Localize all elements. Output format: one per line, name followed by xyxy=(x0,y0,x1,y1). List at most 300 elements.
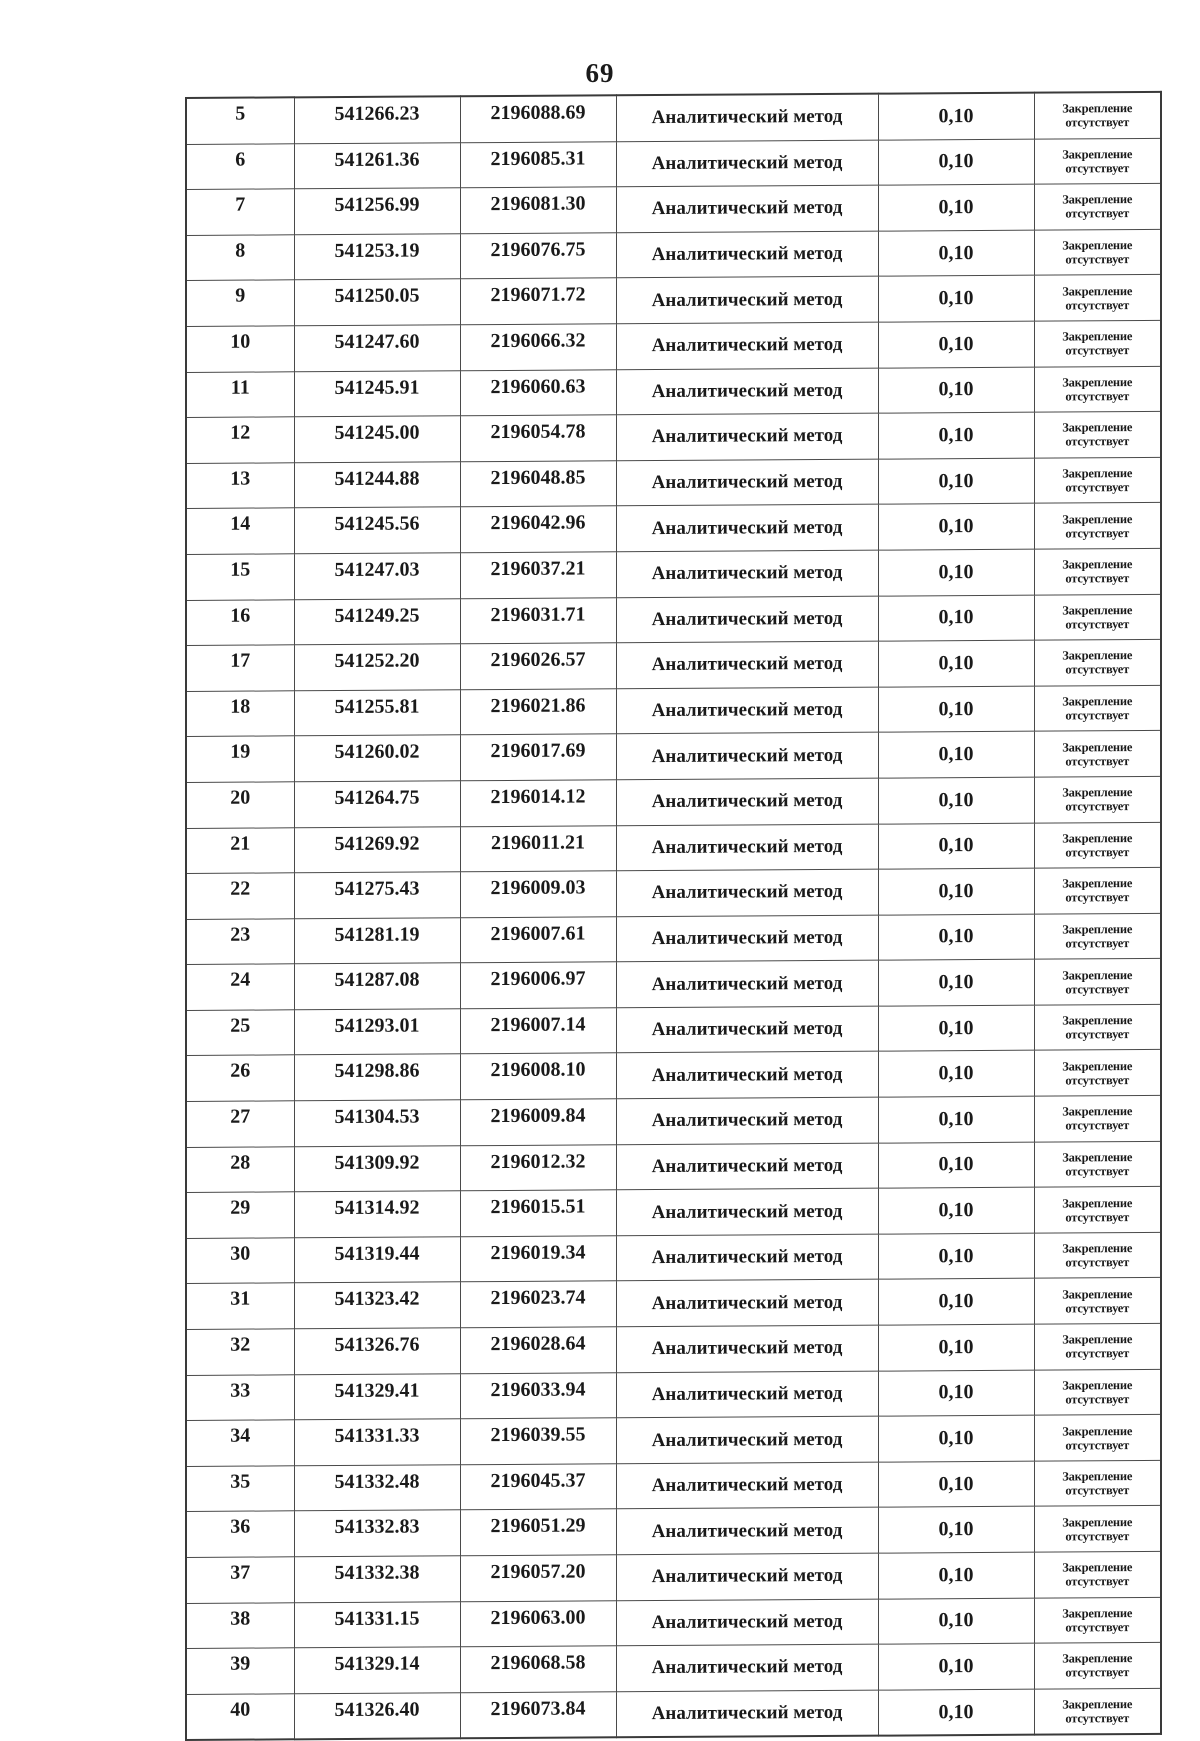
x-coordinate-cell: 541253.19 xyxy=(294,234,460,281)
point-number-cell: 21 xyxy=(186,827,294,873)
table-row xyxy=(186,1597,1161,1649)
fixation-line-2: отсутствует xyxy=(1065,753,1130,769)
table-row xyxy=(186,229,1161,281)
y-coordinate-cell: 2196088.69 xyxy=(460,95,616,142)
method-cell: Аналитический метод xyxy=(616,1006,878,1053)
x-coordinate-cell: 541323.42 xyxy=(294,1282,460,1329)
fixation-line-2: отсутствует xyxy=(1065,799,1130,814)
fixation-line-1: Закрепление xyxy=(1062,420,1133,435)
fixation-line-1: Закрепление xyxy=(1062,1697,1133,1712)
table-row xyxy=(186,1141,1161,1193)
method-cell: Аналитический метод xyxy=(616,915,878,962)
accuracy-cell: 0,10 xyxy=(878,1279,1034,1326)
y-coordinate-cell: 2196031.71 xyxy=(460,597,616,644)
fixation-line-2: отсутствует xyxy=(1065,434,1130,449)
fixation-line-2: отсутствует xyxy=(1065,1711,1130,1726)
point-number-cell: 27 xyxy=(186,1101,294,1147)
fixation-line-2: отсутствует xyxy=(1065,115,1130,130)
method-cell: Аналитический метод xyxy=(616,869,878,916)
accuracy-cell: 0,10 xyxy=(878,1461,1034,1508)
method-cell: Аналитический метод xyxy=(616,1371,878,1418)
fixation-cell xyxy=(1034,1278,1161,1324)
table-row xyxy=(186,320,1161,372)
fixation-line-2: отсутствует xyxy=(1065,616,1130,632)
method-cell: Аналитический метод xyxy=(616,687,878,734)
point-number-cell: 29 xyxy=(186,1192,294,1238)
y-coordinate-cell: 2196023.74 xyxy=(460,1281,616,1328)
point-number-cell: 31 xyxy=(186,1283,294,1329)
page-number: 69 xyxy=(585,58,615,88)
method-cell: Аналитический метод xyxy=(616,1644,878,1691)
coordinates-table-wrapper xyxy=(185,91,1160,1741)
point-number-cell: 25 xyxy=(186,1010,294,1056)
table-row xyxy=(186,639,1161,691)
point-number-cell: 13 xyxy=(186,463,294,509)
table-row xyxy=(186,184,1161,236)
accuracy-cell: 0,10 xyxy=(878,139,1034,186)
x-coordinate-cell: 541250.05 xyxy=(294,279,460,326)
fixation-line-1: Закрепление xyxy=(1062,1286,1133,1302)
method-cell: Аналитический метод xyxy=(616,277,878,324)
fixation-cell xyxy=(1034,1597,1161,1643)
point-number-cell: 34 xyxy=(186,1420,294,1466)
fixation-line-1: Закрепление xyxy=(1062,329,1133,344)
method-cell: Аналитический метод xyxy=(616,1097,878,1144)
fixation-cell xyxy=(1034,229,1161,275)
x-coordinate-cell: 541319.44 xyxy=(294,1237,460,1284)
method-cell: Аналитический метод xyxy=(616,413,878,460)
table-row xyxy=(186,1551,1161,1603)
y-coordinate-cell: 2196009.84 xyxy=(460,1099,616,1146)
y-coordinate-cell: 2196068.58 xyxy=(460,1646,616,1693)
fixation-cell xyxy=(1034,1369,1161,1415)
fixation-cell xyxy=(1034,457,1161,503)
point-number-cell: 11 xyxy=(186,371,294,417)
fixation-cell xyxy=(1034,1050,1161,1096)
accuracy-cell: 0,10 xyxy=(878,914,1034,961)
accuracy-cell: 0,10 xyxy=(878,1598,1034,1645)
x-coordinate-cell: 541264.75 xyxy=(294,781,460,828)
x-coordinate-cell: 541326.40 xyxy=(294,1693,460,1740)
fixation-line-2: отсутствует xyxy=(1065,662,1130,677)
accuracy-cell: 0,10 xyxy=(878,1415,1034,1462)
fixation-cell xyxy=(1034,1232,1161,1278)
fixation-line-2: отсутствует xyxy=(1065,1528,1130,1544)
fixation-line-2: отсутствует xyxy=(1065,1300,1130,1316)
accuracy-cell: 0,10 xyxy=(878,1552,1034,1599)
fixation-line-1: Закрепление xyxy=(1062,876,1133,891)
x-coordinate-cell: 541309.92 xyxy=(294,1145,460,1192)
method-cell: Аналитический метод xyxy=(616,1462,878,1509)
point-number-cell: 8 xyxy=(186,235,294,281)
y-coordinate-cell: 2196042.96 xyxy=(460,506,616,553)
x-coordinate-cell: 541298.86 xyxy=(294,1054,460,1101)
fixation-line-1: Закрепление xyxy=(1062,1241,1133,1256)
fixation-line-1: Закрепление xyxy=(1062,1469,1133,1484)
point-number-cell: 38 xyxy=(186,1602,294,1648)
fixation-line-2: отсутствует xyxy=(1065,936,1130,951)
fixation-line-1: Закрепление xyxy=(1062,146,1133,162)
coordinates-table xyxy=(185,91,1162,1741)
fixation-line-2: отсутствует xyxy=(1065,844,1130,860)
accuracy-cell: 0,10 xyxy=(878,959,1034,1006)
method-cell: Аналитический метод xyxy=(616,1416,878,1463)
method-cell: Аналитический метод xyxy=(616,732,878,779)
fixation-cell xyxy=(1034,184,1161,230)
fixation-cell xyxy=(1034,92,1161,139)
accuracy-cell: 0,10 xyxy=(878,1187,1034,1234)
fixation-line-2: отсутствует xyxy=(1065,1391,1130,1407)
point-number-cell: 18 xyxy=(186,691,294,737)
table-row xyxy=(186,1688,1161,1740)
x-coordinate-cell: 541245.91 xyxy=(294,370,460,417)
accuracy-cell: 0,10 xyxy=(878,686,1034,733)
accuracy-cell: 0,10 xyxy=(878,823,1034,870)
fixation-line-1: Закрепление xyxy=(1062,466,1133,481)
fixation-cell xyxy=(1034,1688,1161,1735)
point-number-cell: 14 xyxy=(186,508,294,554)
x-coordinate-cell: 541266.23 xyxy=(294,96,460,143)
table-row xyxy=(186,1232,1161,1284)
fixation-cell xyxy=(1034,1141,1161,1187)
fixation-line-2: отсутствует xyxy=(1065,708,1130,723)
table-row xyxy=(186,412,1161,464)
fixation-line-1: Закрепление xyxy=(1062,557,1133,572)
table-row xyxy=(186,1050,1161,1102)
fixation-line-2: отсутствует xyxy=(1065,388,1130,404)
y-coordinate-cell: 2196028.64 xyxy=(460,1327,616,1374)
x-coordinate-cell: 541255.81 xyxy=(294,689,460,736)
fixation-line-2: отсутствует xyxy=(1065,890,1130,905)
accuracy-cell: 0,10 xyxy=(878,93,1034,140)
accuracy-cell: 0,10 xyxy=(878,1507,1034,1554)
fixation-cell xyxy=(1034,320,1161,366)
method-cell: Аналитический метод xyxy=(616,1052,878,1099)
table-row xyxy=(186,1323,1161,1375)
fixation-cell xyxy=(1034,503,1161,549)
fixation-cell xyxy=(1034,366,1161,412)
y-coordinate-cell: 2196063.00 xyxy=(460,1600,616,1647)
accuracy-cell: 0,10 xyxy=(878,1324,1034,1371)
point-number-cell: 19 xyxy=(186,736,294,782)
accuracy-cell: 0,10 xyxy=(878,458,1034,505)
fixation-line-2: отсутствует xyxy=(1065,1665,1130,1680)
fixation-line-1: Закрепление xyxy=(1062,511,1133,527)
method-cell: Аналитический метод xyxy=(616,231,878,278)
fixation-line-2: отсутствует xyxy=(1065,571,1130,586)
table-row xyxy=(186,548,1161,600)
point-number-cell: 7 xyxy=(186,189,294,235)
x-coordinate-cell: 541269.92 xyxy=(294,826,460,873)
y-coordinate-cell: 2196007.61 xyxy=(460,916,616,963)
fixation-line-2: отсутствует xyxy=(1065,1027,1130,1042)
y-coordinate-cell: 2196009.03 xyxy=(460,871,616,918)
y-coordinate-cell: 2196007.14 xyxy=(460,1008,616,1055)
y-coordinate-cell: 2196017.69 xyxy=(460,734,616,781)
method-cell: Аналитический метод xyxy=(616,94,878,142)
x-coordinate-cell: 541331.15 xyxy=(294,1601,460,1648)
fixation-line-1: Закрепление xyxy=(1062,1377,1133,1393)
fixation-line-1: Закрепление xyxy=(1062,1651,1133,1666)
x-coordinate-cell: 541304.53 xyxy=(294,1100,460,1147)
y-coordinate-cell: 2196015.51 xyxy=(460,1190,616,1237)
table-row xyxy=(186,594,1161,646)
fixation-line-1: Закрепление xyxy=(1062,1058,1133,1074)
fixation-cell xyxy=(1034,548,1161,594)
table-row xyxy=(186,503,1161,555)
y-coordinate-cell: 2196054.78 xyxy=(460,415,616,462)
fixation-line-2: отсутствует xyxy=(1065,1118,1130,1133)
x-coordinate-cell: 541260.02 xyxy=(294,735,460,782)
table-row xyxy=(186,731,1161,783)
y-coordinate-cell: 2196021.86 xyxy=(460,689,616,736)
accuracy-cell: 0,10 xyxy=(878,1142,1034,1189)
method-cell: Аналитический метод xyxy=(616,824,878,871)
point-number-cell: 35 xyxy=(186,1466,294,1512)
y-coordinate-cell: 2196011.21 xyxy=(460,825,616,872)
fixation-line-1: Закрепление xyxy=(1062,1150,1133,1165)
table-row xyxy=(186,776,1161,828)
fixation-line-1: Закрепление xyxy=(1062,1560,1133,1575)
x-coordinate-cell: 541261.36 xyxy=(294,142,460,189)
fixation-line-1: Закрепление xyxy=(1062,1332,1133,1347)
x-coordinate-cell: 541244.88 xyxy=(294,462,460,509)
accuracy-cell: 0,10 xyxy=(878,367,1034,414)
method-cell: Аналитический метод xyxy=(616,1508,878,1555)
accuracy-cell: 0,10 xyxy=(878,1233,1034,1280)
fixation-line-1: Закрепление xyxy=(1062,648,1133,663)
point-number-cell: 23 xyxy=(186,919,294,965)
point-number-cell: 26 xyxy=(186,1055,294,1101)
accuracy-cell: 0,10 xyxy=(878,1096,1034,1143)
point-number-cell: 16 xyxy=(186,599,294,645)
table-row xyxy=(186,1004,1161,1056)
table-row xyxy=(186,1278,1161,1330)
accuracy-cell: 0,10 xyxy=(878,1370,1034,1417)
fixation-line-2: отсутствует xyxy=(1065,981,1130,997)
point-number-cell: 9 xyxy=(186,280,294,326)
method-cell: Аналитический метод xyxy=(616,368,878,415)
point-number-cell: 15 xyxy=(186,554,294,600)
fixation-line-2: отсутствует xyxy=(1065,1072,1130,1088)
y-coordinate-cell: 2196006.97 xyxy=(460,962,616,1009)
fixation-line-1: Закрепление xyxy=(1062,785,1133,800)
accuracy-cell: 0,10 xyxy=(878,321,1034,368)
table-row xyxy=(186,92,1161,144)
fixation-line-2: отсутствует xyxy=(1065,525,1130,541)
fixation-cell xyxy=(1034,1506,1161,1552)
point-number-cell: 36 xyxy=(186,1511,294,1557)
accuracy-cell: 0,10 xyxy=(878,184,1034,231)
fixation-cell xyxy=(1034,1551,1161,1597)
x-coordinate-cell: 541249.25 xyxy=(294,598,460,645)
accuracy-cell: 0,10 xyxy=(878,1051,1034,1098)
y-coordinate-cell: 2196060.63 xyxy=(460,369,616,416)
table-row xyxy=(186,822,1161,874)
point-number-cell: 10 xyxy=(186,326,294,372)
y-coordinate-cell: 2196057.20 xyxy=(460,1555,616,1602)
y-coordinate-cell: 2196076.75 xyxy=(460,233,616,280)
y-coordinate-cell: 2196012.32 xyxy=(460,1144,616,1191)
y-coordinate-cell: 2196066.32 xyxy=(460,324,616,371)
table-row xyxy=(186,1187,1161,1239)
x-coordinate-cell: 541256.99 xyxy=(294,188,460,235)
y-coordinate-cell: 2196008.10 xyxy=(460,1053,616,1100)
point-number-cell: 30 xyxy=(186,1238,294,1284)
y-coordinate-cell: 2196045.37 xyxy=(460,1464,616,1511)
table-row xyxy=(186,275,1161,327)
fixation-line-1: Закрепление xyxy=(1062,238,1133,253)
fixation-line-1: Закрепление xyxy=(1062,602,1133,618)
y-coordinate-cell: 2196033.94 xyxy=(460,1372,616,1419)
fixation-line-1: Закрепление xyxy=(1062,1605,1133,1621)
fixation-cell xyxy=(1034,1323,1161,1369)
method-cell: Аналитический метод xyxy=(616,550,878,597)
method-cell: Аналитический метод xyxy=(616,778,878,825)
table-row xyxy=(186,138,1161,190)
point-number-cell: 24 xyxy=(186,964,294,1010)
table-row xyxy=(186,685,1161,737)
accuracy-cell: 0,10 xyxy=(878,595,1034,642)
accuracy-cell: 0,10 xyxy=(878,1689,1034,1736)
method-cell: Аналитический метод xyxy=(616,459,878,506)
point-number-cell: 17 xyxy=(186,645,294,691)
point-number-cell: 40 xyxy=(186,1694,294,1741)
x-coordinate-cell: 541245.56 xyxy=(294,507,460,554)
fixation-line-2: отсутствует xyxy=(1065,252,1130,267)
x-coordinate-cell: 541332.38 xyxy=(294,1556,460,1603)
fixation-line-2: отсутствует xyxy=(1065,1255,1130,1270)
fixation-line-1: Закрепление xyxy=(1062,101,1133,116)
fixation-cell xyxy=(1034,1643,1161,1689)
fixation-line-2: отсутствует xyxy=(1065,1437,1130,1452)
fixation-line-1: Закрепление xyxy=(1062,922,1133,937)
table-row xyxy=(186,959,1161,1011)
accuracy-cell: 0,10 xyxy=(878,1643,1034,1690)
fixation-line-1: Закрепление xyxy=(1062,739,1133,755)
x-coordinate-cell: 541331.33 xyxy=(294,1419,460,1466)
fixation-cell xyxy=(1034,685,1161,731)
accuracy-cell: 0,10 xyxy=(878,1005,1034,1052)
point-number-cell: 39 xyxy=(186,1648,294,1694)
method-cell: Аналитический метод xyxy=(616,1143,878,1190)
fixation-cell xyxy=(1034,138,1161,184)
x-coordinate-cell: 541329.41 xyxy=(294,1373,460,1420)
x-coordinate-cell: 541329.14 xyxy=(294,1647,460,1694)
point-number-cell: 20 xyxy=(186,782,294,828)
point-number-cell: 33 xyxy=(186,1374,294,1420)
y-coordinate-cell: 2196014.12 xyxy=(460,780,616,827)
method-cell: Аналитический метод xyxy=(616,960,878,1007)
fixation-line-1: Закрепление xyxy=(1062,1423,1133,1439)
table-row xyxy=(186,1643,1161,1695)
y-coordinate-cell: 2196071.72 xyxy=(460,278,616,325)
fixation-line-1: Закрепление xyxy=(1062,192,1133,207)
method-cell: Аналитический метод xyxy=(616,1280,878,1327)
point-number-cell: 22 xyxy=(186,873,294,919)
table-row xyxy=(186,1506,1161,1558)
x-coordinate-cell: 541326.76 xyxy=(294,1328,460,1375)
fixation-line-1: Закрепление xyxy=(1062,1013,1133,1028)
table-row xyxy=(186,457,1161,509)
y-coordinate-cell: 2196085.31 xyxy=(460,141,616,188)
y-coordinate-cell: 2196073.84 xyxy=(460,1692,616,1739)
fixation-cell xyxy=(1034,1095,1161,1141)
y-coordinate-cell: 2196037.21 xyxy=(460,552,616,599)
accuracy-cell: 0,10 xyxy=(878,230,1034,277)
x-coordinate-cell: 541287.08 xyxy=(294,963,460,1010)
method-cell: Аналитический метод xyxy=(616,641,878,688)
accuracy-cell: 0,10 xyxy=(878,549,1034,596)
accuracy-cell: 0,10 xyxy=(878,640,1034,687)
accuracy-cell: 0,10 xyxy=(878,504,1034,551)
point-number-cell: 28 xyxy=(186,1146,294,1192)
x-coordinate-cell: 541247.03 xyxy=(294,553,460,600)
fixation-cell xyxy=(1034,1187,1161,1233)
fixation-line-1: Закрепление xyxy=(1062,830,1133,846)
fixation-line-2: отсутствует xyxy=(1065,480,1130,495)
fixation-cell xyxy=(1034,776,1161,822)
fixation-cell xyxy=(1034,959,1161,1005)
x-coordinate-cell: 541314.92 xyxy=(294,1191,460,1238)
y-coordinate-cell: 2196081.30 xyxy=(460,187,616,234)
x-coordinate-cell: 541252.20 xyxy=(294,644,460,691)
table-row xyxy=(186,867,1161,919)
fixation-line-1: Закрепление xyxy=(1062,374,1133,390)
fixation-line-2: отсутствует xyxy=(1065,343,1130,358)
fixation-line-1: Закрепление xyxy=(1062,1514,1133,1530)
table-row xyxy=(186,1415,1161,1467)
fixation-line-1: Закрепление xyxy=(1062,694,1133,709)
table-row xyxy=(186,1460,1161,1512)
x-coordinate-cell: 541332.48 xyxy=(294,1465,460,1512)
fixation-cell xyxy=(1034,822,1161,868)
fixation-cell xyxy=(1034,1004,1161,1050)
x-coordinate-cell: 541275.43 xyxy=(294,872,460,919)
table-row xyxy=(186,1095,1161,1147)
fixation-line-1: Закрепление xyxy=(1062,1104,1133,1119)
fixation-line-2: отсутствует xyxy=(1065,1209,1130,1225)
point-number-cell: 5 xyxy=(186,97,294,144)
fixation-line-2: отсутствует xyxy=(1065,1619,1130,1635)
method-cell: Аналитический метод xyxy=(616,596,878,643)
y-coordinate-cell: 2196051.29 xyxy=(460,1509,616,1556)
method-cell: Аналитический метод xyxy=(616,504,878,551)
fixation-line-2: отсутствует xyxy=(1065,206,1130,221)
fixation-line-2: отсутствует xyxy=(1065,160,1130,176)
x-coordinate-cell: 541293.01 xyxy=(294,1009,460,1056)
y-coordinate-cell: 2196019.34 xyxy=(460,1236,616,1283)
point-number-cell: 37 xyxy=(186,1557,294,1603)
fixation-cell xyxy=(1034,731,1161,777)
table-row xyxy=(186,1369,1161,1421)
table-body xyxy=(186,92,1161,1741)
method-cell: Аналитический метод xyxy=(616,1553,878,1600)
x-coordinate-cell: 541332.83 xyxy=(294,1510,460,1557)
method-cell: Аналитический метод xyxy=(616,1234,878,1281)
fixation-line-2: отсутствует xyxy=(1065,1483,1130,1498)
table-row xyxy=(186,913,1161,965)
fixation-line-2: отсутствует xyxy=(1065,297,1130,313)
x-coordinate-cell: 541247.60 xyxy=(294,325,460,372)
point-number-cell: 6 xyxy=(186,143,294,189)
method-cell: Аналитический метод xyxy=(616,1325,878,1372)
accuracy-cell: 0,10 xyxy=(878,777,1034,824)
method-cell: Аналитический метод xyxy=(616,322,878,369)
y-coordinate-cell: 2196039.55 xyxy=(460,1418,616,1465)
fixation-line-2: отсутствует xyxy=(1065,1574,1130,1589)
method-cell: Аналитический метод xyxy=(616,140,878,187)
